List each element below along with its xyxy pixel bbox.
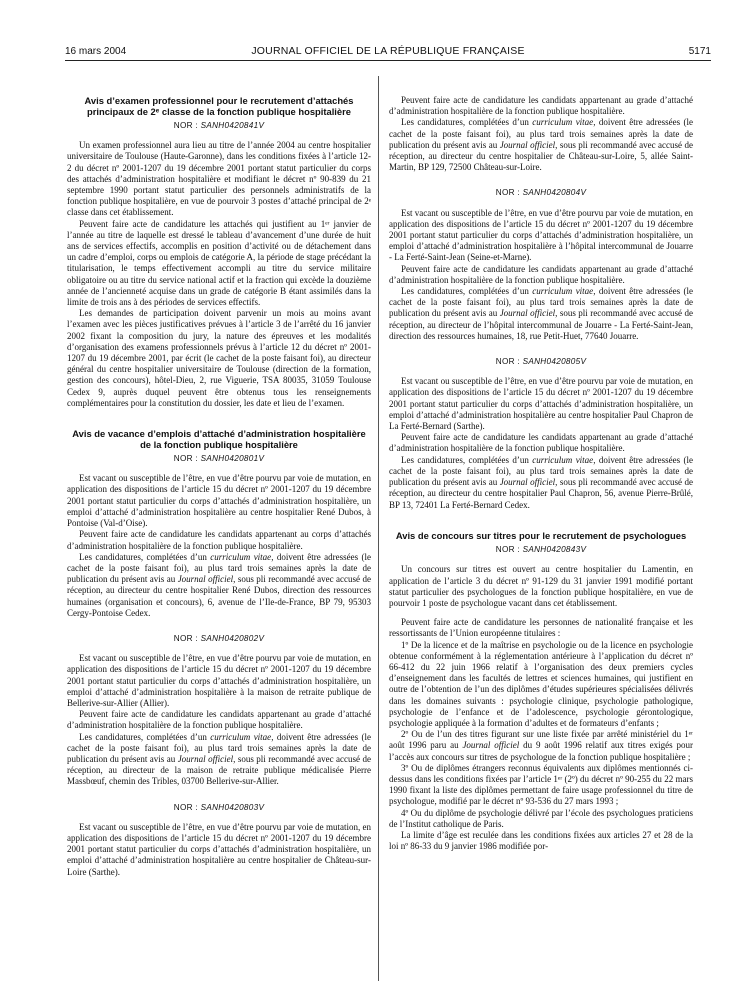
right-column: [389, 95, 693, 852]
paragraph: Est vacant ou susceptible de l’être, en vue d’être pourvu par voie de mutation, en application des dispositions de l’article 15 du décret nº 2001-1207 du 19 décembre 2001 portant statut particulier du corps d’attachés d’administration hospitalière, un emploi d’attaché d’administration hospitalière au centre hospitalier Paul Chapron de La Ferté-Bernard (Sarthe).: [389, 376, 693, 432]
header-journal-title: JOURNAL OFFICIEL DE LA RÉPUBLIQUE FRANÇAISE: [251, 45, 525, 57]
nor-reference: NOR : SANH0420841V: [173, 121, 265, 130]
section-title: Avis de vacance d’emplois d’attaché d’administration hospitalière de la fonction publique hospitalière: [72, 428, 366, 450]
nor-reference: NOR : SANH0420802V: [173, 633, 265, 643]
paragraph: 4º Ou du diplôme de psychologie délivré par l’école des psychologues praticiens de l’Institut catholique de Paris.: [389, 807, 693, 829]
paragraph: Les candidatures, complétées d’un curriculum vitae, doivent être adressées (le cachet de la poste faisant foi), au plus tard trois semaines après la date de publication du présent avis au Journal officiel, sous pli recommandé avec accusé de réception, au directeur du centre hospitalier René Dubos, direction des ressources humaines (organisation et concours), 6, avenue de l’Ile-de-France, BP 79, 95303 Cergy-Pontoise Cedex.: [67, 551, 371, 618]
paragraph: Les candidatures, complétées d’un curriculum vitae, doivent être adressées (le cachet de la poste faisant foi), au plus tard trois semaines après la date de publication du présent avis au Journal officiel, sous pli recommandé avec accusé de réception, au directeur du centre hospitalier Paul Chapron, 56, avenue Pierre-Brûlé, BP 13, 72401 La Ferté-Bernard Cedex.: [389, 454, 693, 510]
paragraph: 2º Ou de l’un des titres figurant sur une liste fixée par arrêté ministériel du 1ᵉʳ août 1996 paru au Journal officiel du 9 août 1996 relatif aux titres exigés pour l’accès aux concours sur titres de psychologue de la fonction publique hospitalière ;: [389, 729, 694, 762]
paragraph: Peuvent faire acte de candidature les candidats appartenant au corps d’attachés d’administration hospitalière de la fonction publique hospitalière.: [67, 529, 371, 551]
paragraph: Peuvent faire acte de candidature les candidats appartenant au grade d’attaché d’administration hospitalière de la fonction publique hospitalière.: [389, 432, 693, 454]
nor-reference: NOR : SANH0420803V: [173, 802, 265, 812]
paragraph: La limite d’âge est reculée dans les conditions fixées aux articles 27 et 28 de la loi nº 86-33 du 9 janvier 1986 modifiée por-: [389, 830, 693, 852]
paragraph: Les candidatures, complétées d’un curriculum vitae, doivent être adressées (le cachet de la poste faisant foi), au plus tard trois semaines après la date de publication du présent avis au Journal officiel, sous pli recommandé avec accusé de réception, au directeur de l’hôpital intercommunal de Jouarre - La Ferté-Saint-Jean, direction des ressources humaines, 18, rue Petit-Huet, 77640 Jouarre.: [389, 286, 693, 341]
header-date: 16 mars 2004: [65, 46, 127, 57]
paragraph: Est vacant ou susceptible de l’être, en vue d’être pourvu par voie de mutation, en application des dispositions de l’article 15 du décret nº 2001-1207 du 19 décembre 2001 portant statut particulier du corps d’attachés d’administration hospitalière, un emploi d’attaché d’administration hospitalière à l’hôpital intercommunal de Jouarre - La Ferté-Saint-Jean (Seine-et-Marne).: [389, 207, 693, 263]
paragraph: 1º De la licence et de la maîtrise en psychologie ou de la licence en psychologie obtenue conformément à la réglementation antérieure à l’application du décret nº 66-412 du 22 juin 1966 relatif à l’organisation des deux premiers cycles d’enseignement dans les facultés de lettres et sciences humaines, qui justifient en outre de l’obtention de l’un des diplômes d’études supérieures spécialisées délivrés dans les domaines suivants : psychologie clinique, psychologie pathologique, psychologie de l’enfance et de l’adolescence, psychologie gérontologique, psychologie appliquée à la formation d’adultes et de formateurs d’enfants ;: [389, 639, 693, 729]
page-header: [65, 44, 711, 60]
nor-reference: NOR : SANH0420804V: [495, 188, 587, 198]
header-page-number: 5171: [688, 46, 711, 57]
paragraph: Peuvent faire acte de candidature les candidats appartenant au grade d’attaché d’administration hospitalière de la fonction publique hospitalière.: [389, 263, 693, 285]
column-divider: [378, 76, 379, 981]
paragraph: Un concours sur titres est ouvert au centre hospitalier du Lamentin, en application de l’article 3 du décret nº 91-129 du 31 janvier 1991 modifié portant statut particulier des psychologues de la fonction publique hospitalière, en vue de pourvoir 1 poste de psychologue vacant dans cet établissement.: [389, 564, 693, 609]
paragraph: Peuvent faire acte de candidature les personnes de nationalité française et les ressortissants de l’Union européenne titulaires :: [389, 617, 693, 639]
nor-reference: NOR : SANH0420805V: [495, 357, 587, 367]
section-title: Avis d’examen professionnel pour le recrutement d’attachés principaux de 2ᵉ classe de la fonction publique hospitalière: [84, 95, 354, 117]
paragraph: Est vacant ou susceptible de l’être, en vue d’être pourvu par voie de mutation, en application des dispositions de l’article 15 du décret nº 2001-1207 du 19 décembre 2001 portant statut particulier du corps d’attachés d’administration hospitalière, un emploi d’attaché d’administration hospitalière à la maison de retraite publique de Bellerive-sur-Allier (Allier).: [67, 653, 371, 708]
nor-reference: NOR : SANH0420801V: [173, 454, 265, 464]
paragraph: Un examen professionnel aura lieu au titre de l’année 2004 au centre hospitalier universitaire de Toulouse (Haute-Garonne), dans les conditions fixées à l’article 12-2 du décret nº 2001-1207 du 19 décembre 2001 portant statut particulier du corps des attachés d’administration hospitalière et modifiant le décret nº 90-839 du 21 septembre 1990 portant statut particulier des personnels administratifs de la fonction publique hospitalière, en vue de pourvoir 3 postes d’attaché principal de 2ᵉ classe dans cet établissement.: [67, 140, 371, 218]
paragraph: Les candidatures, complétées d’un curriculum vitae, doivent être adressées (le cachet de la poste faisant foi), au plus tard trois semaines après la date de publication du présent avis au Journal officiel, sous pli recommandé avec accusé de réception, au directeur de la maison de retraite publique médicalisée Pierre Massbœuf, chemin des Tribles, 03700 Bellerive-sur-Allier.: [67, 731, 371, 787]
paragraph: Peuvent faire acte de candidature les candidats appartenant au grade d’attaché d’administration hospitalière de la fonction publique hospitalière.: [67, 709, 371, 731]
paragraph: Les candidatures, complétées d’un curriculum vitae, doivent être adressées (le cachet de la poste faisant foi), au plus tard trois semaines après la date de publication du présent avis au Journal officiel, sous pli recommandé avec accusé de réception, au directeur du centre hospitalier de Château-sur-Loire, 5, allée Saint-Martin, BP 129, 72500 Château-sur-Loire.: [389, 117, 693, 173]
section-title: Avis de concours sur titres pour le recrutement de psychologues: [395, 529, 687, 541]
paragraph: Est vacant ou susceptible de l’être, en vue d’être pourvu par voie de mutation, en application des dispositions de l’article 15 du décret nº 2001-1207 du 19 décembre 2001 portant statut particulier du corps d’attachés d’administration hospitalière, un emploi d’attaché d’administration hospitalière au centre hospitalier René Dubos, à Pontoise (Val-d’Oise).: [67, 473, 371, 529]
paragraph: Les demandes de participation doivent parvenir un mois au moins avant l’examen avec les pièces justificatives prévues à l’article 3 de l’arrêté du 16 janvier 2002 fixant la composition du jury, la nature des épreuves et les modalités d’organisation des examens professionnels prévus à l’article 12 du décret nº 2001-1207 du 19 décembre 2001, par écrit (le cachet de la poste faisant foi), au directeur général du centre hospitalier universitaire de Toulouse (direction de la formation, gestion des concours), hôtel-Dieu, 2, rue Viguerie, TSA 80035, 31059 Toulouse Cedex 9, auprès duquel peuvent être obtenus tous les renseignements complémentaires pour la constitution du dossier, les date et lieu de l’examen.: [67, 308, 371, 408]
paragraph: Est vacant ou susceptible de l’être, en vue d’être pourvu par voie de mutation, en application des dispositions de l’article 15 du décret nº 2001-1207 du 19 décembre 2001 portant statut particulier du corps d’attachés d’administration hospitalière, un emploi d’attaché d’administration hospitalière au centre hospitalier de Château-sur-Loire (Sarthe).: [67, 821, 371, 877]
paragraph: 3º Ou de diplômes étrangers reconnus équivalents aux diplômes mentionnés ci-dessus dans les conditions fixées par l’article 1ᵉʳ (2º) du décret nº 90-255 du 22 mars 1990 fixant la liste des diplômes permettant de faire usage professionnel du titre de psychologue, modifié par le décret nº 93-536 du 27 mars 1993 ;: [389, 762, 693, 807]
header-rule: [65, 60, 711, 61]
paragraph: Peuvent faire acte de candidature les candidats appartenant au grade d’attaché d’administration hospitalière de la fonction publique hospitalière.: [389, 95, 693, 117]
left-column: [67, 96, 371, 878]
paragraph: Peuvent faire acte de candidature les attachés qui justifient au 1ᵉʳ janvier de l’année au titre de laquelle est dressé le tableau d’avancement d’une durée de huit ans de services effectifs, accomplis en position d’activité ou de détachement dans un cadre d’emploi, corps ou emplois de catégorie A, la période de stage précédant la titularisation, le temps effectivement accompli au titre du service militaire obligatoire ou au titre du service national actif et la fraction qui excède la douzième année de l’ancienneté acquise dans un grade de catégorie B étant assimilés dans la limite de trois ans à des périodes de services effectifs.: [67, 218, 371, 308]
nor-reference: NOR : SANH0420843V: [495, 545, 587, 555]
